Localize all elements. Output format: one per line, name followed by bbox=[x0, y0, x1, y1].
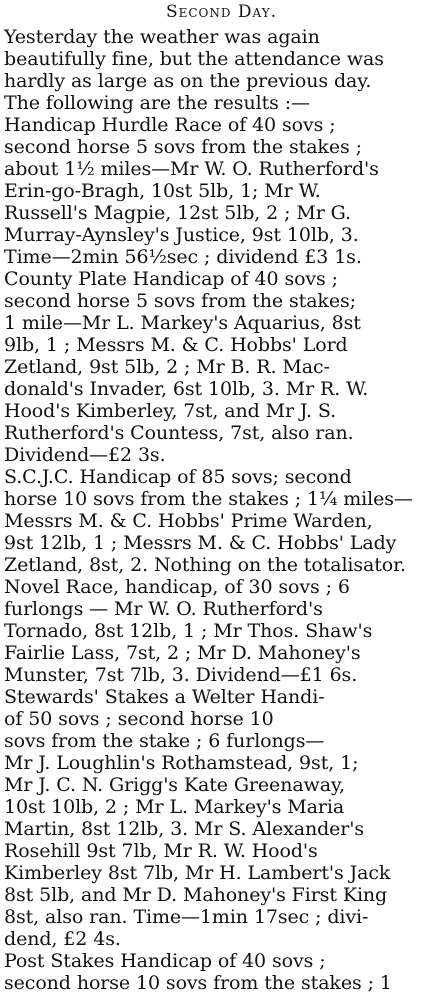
text-line: Martin, 8st 12lb, 3. Mr S. Alexander's bbox=[4, 818, 365, 840]
text-line: Yesterday the weather was again bbox=[4, 26, 320, 48]
text-line: Murray-Aynsley's Justice, 9st 10lb, 3. bbox=[4, 224, 359, 246]
text-line: County Plate Handicap of 40 sovs ; bbox=[4, 268, 338, 290]
text-line: donald's Invader, 6st 10lb, 3. Mr R. W. bbox=[4, 378, 369, 400]
text-line: Munster, 7st 7lb, 3. Dividend—£1 6s. bbox=[4, 664, 358, 686]
text-line: second horse 5 sovs from the stakes; bbox=[4, 290, 356, 312]
text-line: Hood's Kimberley, 7st, and Mr J. S. bbox=[4, 400, 337, 422]
text-line: of 50 sovs ; second horse 10 bbox=[4, 708, 274, 730]
text-line: about 1½ miles—Mr W. O. Rutherford's bbox=[4, 158, 379, 180]
text-line: Mr J. C. N. Grigg's Kate Greenaway, bbox=[4, 774, 345, 796]
text-line: second horse 5 sovs from the stakes ; bbox=[4, 136, 362, 158]
text-line: Dividend—£2 3s. bbox=[4, 444, 166, 466]
text-line: 1 mile—Mr L. Markey's Aquarius, 8st bbox=[4, 312, 361, 334]
text-line: Erin-go-Bragh, 10st 5lb, 1; Mr W. bbox=[4, 180, 321, 202]
text-line: 9lb, 1 ; Messrs M. & C. Hobbs' Lord bbox=[4, 334, 348, 356]
text-line: Kimberley 8st 7lb, Mr H. Lambert's Jack bbox=[4, 862, 391, 884]
text-line: hardly as large as on the previous day. bbox=[4, 70, 372, 92]
text-line: S.C.J.C. Handicap of 85 sovs; second bbox=[4, 466, 352, 488]
text-line: Fairlie Lass, 7st, 2 ; Mr D. Mahoney's bbox=[4, 642, 361, 664]
text-line: Tornado, 8st 12lb, 1 ; Mr Thos. Shaw's bbox=[4, 620, 373, 642]
text-line: Stewards' Stakes a Welter Handi- bbox=[4, 686, 325, 708]
text-line: Rutherford's Countess, 7st, also ran. bbox=[4, 422, 354, 444]
text-line: Handicap Hurdle Race of 40 sovs ; bbox=[4, 114, 336, 136]
text-line: 8st 5lb, and Mr D. Mahoney's First King bbox=[4, 884, 388, 906]
text-line: second horse 10 sovs from the stakes ; 1 bbox=[4, 972, 392, 994]
text-line: Post Stakes Handicap of 40 sovs ; bbox=[4, 950, 326, 972]
text-line: beautifully fine, but the attendance was bbox=[4, 48, 384, 70]
text-line: sovs from the stake ; 6 furlongs— bbox=[4, 730, 325, 752]
text-line: Time—2min 56½sec ; dividend £3 1s. bbox=[4, 246, 362, 268]
text-line: Mr J. Loughlin's Rothamstead, 9st, 1; bbox=[4, 752, 359, 774]
text-line: 9st 12lb, 1 ; Messrs M. & C. Hobbs' Lady bbox=[4, 532, 397, 554]
text-line: horse 10 sovs from the stakes ; 1¼ miles— bbox=[4, 488, 413, 510]
text-line: 8st, also ran. Time—1min 17sec ; divi- bbox=[4, 906, 369, 928]
section-heading: Second Day. bbox=[165, 2, 278, 22]
text-line: Russell's Magpie, 12st 5lb, 2 ; Mr G. bbox=[4, 202, 351, 224]
text-line: Messrs M. & C. Hobbs' Prime Warden, bbox=[4, 510, 373, 532]
text-line: Zetland, 9st 5lb, 2 ; Mr B. R. Mac- bbox=[4, 356, 330, 378]
text-line: Zetland, 8st, 2. Nothing on the totalisator. bbox=[4, 554, 406, 576]
text-line: The following are the results :— bbox=[4, 92, 310, 114]
text-line: Novel Race, handicap, of 30 sovs ; 6 bbox=[4, 576, 350, 598]
text-line: Rosehill 9st 7lb, Mr R. W. Hood's bbox=[4, 840, 318, 862]
text-line: dend, £2 4s. bbox=[4, 928, 121, 950]
text-line: 10st 10lb, 2 ; Mr L. Markey's Maria bbox=[4, 796, 345, 818]
text-line: furlongs — Mr W. O. Rutherford's bbox=[4, 598, 323, 620]
